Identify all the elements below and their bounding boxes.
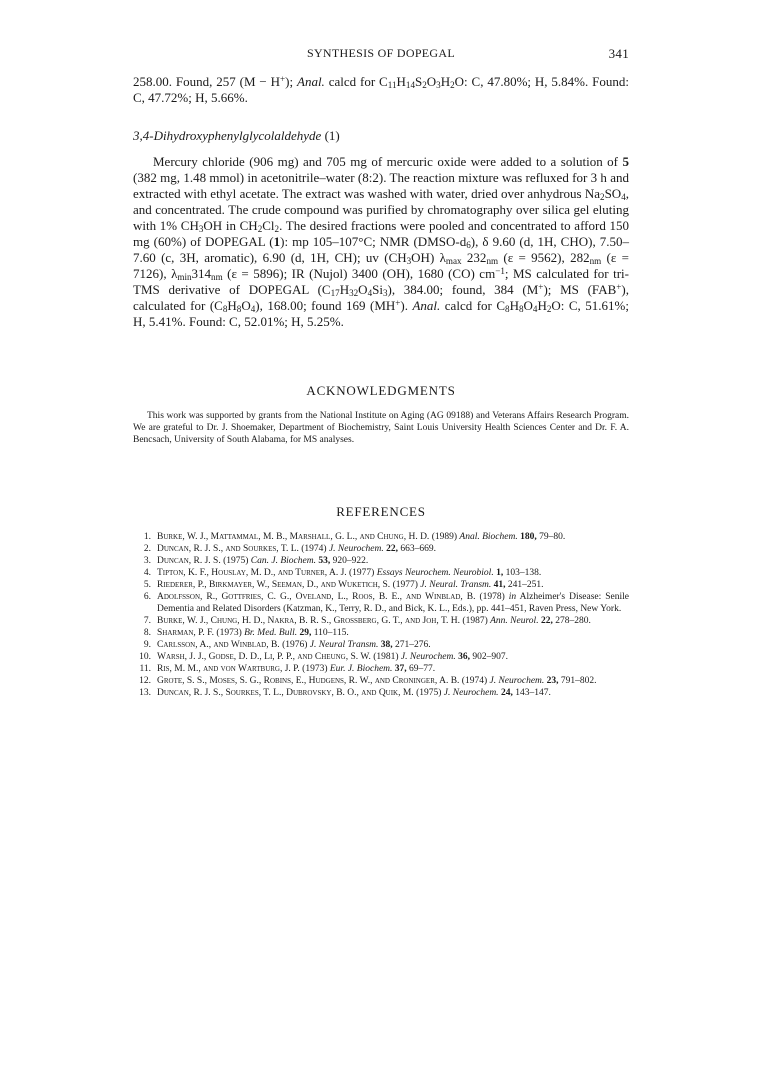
text-run: , and concentrated. The crude compound was purified by chromatography over silica gel eluting with 1% CH <box>133 186 629 233</box>
reference-text <box>157 639 629 651</box>
subscript: 4 <box>250 304 256 314</box>
reference-year: (1981) <box>370 652 401 662</box>
reference-pages: 103–138. <box>503 568 542 578</box>
subscript: 11 <box>387 80 397 90</box>
text-run: (382 mg, 1.48 mmol) in acetonitrile–water (8:2). The reaction mixture was refluxed for 3 h and extracted with ethyl acetate. The extract was washed with water, dried over anhydrous Na <box>133 170 629 201</box>
reference-authors: Riederer, P., Birkmayer, W., Seeman, D., and Wuketich, S. <box>157 580 391 590</box>
text-run: Si <box>372 282 383 297</box>
reference-text <box>157 663 629 675</box>
reference-journal: Anal. Biochem. <box>459 532 518 542</box>
text-run: H <box>440 74 451 89</box>
text-run: O: C, 51.61%; H, 5.41%. Found: C, 52.01%; H, 5.25%. <box>133 298 629 329</box>
superscript: + <box>616 282 622 292</box>
subscript: 2 <box>450 80 455 90</box>
reference-journal: J. Neural. Transm. <box>420 580 492 590</box>
subscript: nm <box>211 272 223 282</box>
text-run: O <box>241 298 251 313</box>
text-run: (ε = 7126), λ <box>133 250 630 281</box>
reference-year: (1978) <box>475 592 509 602</box>
reference-pages: 79–80. <box>536 532 566 542</box>
subscript: 3 <box>436 80 441 90</box>
reference-journal: Essays Neurochem. Neurobiol. <box>376 568 494 578</box>
text-run: ); MS (FAB <box>543 282 617 297</box>
reference-volume: 29, <box>299 628 312 638</box>
subscript: 8 <box>236 304 242 314</box>
reference-list <box>133 531 629 699</box>
superscript: + <box>538 282 544 292</box>
text-run: calcd for C <box>324 74 388 89</box>
page-number: 341 <box>608 46 629 61</box>
reference-year: (1989) <box>429 532 460 542</box>
reference-text <box>157 651 629 663</box>
reference-year: (1974) <box>459 676 490 686</box>
superscript: −1 <box>495 266 505 276</box>
reference-journal: J. Neurochem. <box>400 652 456 662</box>
references-heading: REFERENCES <box>336 504 426 519</box>
subscript: 3 <box>382 288 388 298</box>
text-run: ), δ 9.60 (d, 1H, CHO), 7.50–7.60 (c, 3H, aromatic), 6.90 (d, 1H, CH); uv (CH <box>133 234 629 265</box>
reference-number: 5. <box>143 580 151 590</box>
reference-authors: Sharman, P. F. <box>157 628 215 638</box>
reference-pages: 241–251. <box>505 580 544 590</box>
reference-volume: 22, <box>386 544 398 554</box>
text-run: OH) λ <box>411 250 446 265</box>
reference-number: 7. <box>143 616 151 626</box>
reference-item <box>133 555 629 567</box>
reference-number: 10. <box>139 652 151 662</box>
reference-text <box>157 543 629 555</box>
reference-pages: 143–147. <box>512 688 551 698</box>
text-run: ), calculated for (C <box>133 282 629 313</box>
reference-volume: 41, <box>493 580 506 590</box>
reference-item <box>133 567 629 579</box>
text-run: . The desired fractions were pooled and concentrated to afford 150 mg (60%) of DOPEGAL ( <box>133 218 629 249</box>
text-run: S <box>414 74 423 89</box>
reference-year: (1987) <box>460 616 491 626</box>
anal-label: Anal. <box>412 298 441 313</box>
reference-year: (1976) <box>279 640 310 650</box>
reference-volume: 23, <box>546 676 559 686</box>
procedure-paragraph <box>133 154 629 330</box>
reference-item <box>133 663 629 675</box>
reference-year: (1975) <box>413 688 444 698</box>
subscript: 2 <box>600 192 605 202</box>
reference-year: (1974) <box>298 544 329 554</box>
reference-journal: Br. Med. Bull. <box>244 628 298 638</box>
reference-number: 4. <box>143 568 151 578</box>
reference-number: 11. <box>139 664 151 674</box>
reference-text <box>157 675 629 687</box>
anal-label: Anal. <box>297 74 325 89</box>
subscript: 4 <box>621 192 626 202</box>
subscript: 17 <box>330 288 340 298</box>
reference-authors: Duncan, R. J. S., Sourkes, T. L., Dubrovsky, B. O., and Quik, M. <box>157 688 414 698</box>
text-run: Mercury chloride (906 mg) and 705 mg of mercuric oxide were added to a solution of <box>153 154 623 169</box>
reference-volume: 24, <box>500 688 513 698</box>
section-subheading <box>133 128 340 144</box>
text-run: O <box>358 282 368 297</box>
text-run: ), 168.00; found 169 (MH <box>255 298 396 313</box>
reference-pages: 663–669. <box>398 544 436 554</box>
reference-text <box>157 555 629 567</box>
reference-item <box>133 687 629 699</box>
reference-authors: Tipton, K. F., Houslay, M. D., and Turner, A. J. <box>157 568 347 578</box>
reference-authors: Duncan, R. J. S., and Sourkes, T. L. <box>157 544 299 554</box>
subscript: 8 <box>222 304 228 314</box>
text-run: H <box>509 298 519 313</box>
reference-item <box>133 639 629 651</box>
reference-year: (1975) <box>220 556 251 566</box>
acknowledgments-text: This work was supported by grants from the National Institute on Aging (AG 09188) and Veterans Affairs Research Program. We are grateful to Dr. J. Shoemaker, Department of Biochemistry, Saint Louis University Health Sciences Center and Dr. F. A. Bencsach, University of South Alabama, for MS analyses. <box>133 411 629 445</box>
reference-authors: Burke, W. J., Mattammal, M. B., Marshall, G. L., and Chung, H. D. <box>157 532 430 542</box>
text-run: OH in CH <box>203 218 258 233</box>
subscript: 2 <box>257 224 263 234</box>
reference-pages: 69–77. <box>406 664 436 674</box>
compound-ref: 1 <box>273 234 281 249</box>
reference-authors: Duncan, R. J. S. <box>157 556 221 566</box>
reference-number: 2. <box>143 544 151 554</box>
subscript: 4 <box>367 288 373 298</box>
subscript: 2 <box>546 304 552 314</box>
text-run: ): mp 105–107°C; NMR (DMSO-d <box>280 234 467 249</box>
reference-item <box>133 531 629 543</box>
reference-volume: 180, <box>520 532 537 542</box>
reference-item <box>133 591 629 615</box>
text-run: 314 <box>191 266 212 281</box>
reference-item <box>133 627 629 639</box>
reference-journal: Ann. Neurol. <box>490 616 539 626</box>
subscript: 3 <box>198 224 204 234</box>
reference-volume: 38, <box>380 640 393 650</box>
reference-text <box>157 579 629 591</box>
reference-number: 13. <box>139 688 151 698</box>
reference-year: (1973) <box>214 628 245 638</box>
reference-text <box>157 615 629 627</box>
reference-text <box>157 687 629 699</box>
reference-journal: in <box>508 592 517 602</box>
intro-paragraph <box>133 74 629 106</box>
text-run: O <box>426 74 437 89</box>
superscript: + <box>395 298 401 308</box>
subscript: 6 <box>466 240 471 250</box>
reference-journal: J. Neurochem. <box>328 544 384 554</box>
reference-pages: 110–115. <box>311 628 349 638</box>
reference-journal: J. Neurochem. <box>489 676 545 686</box>
text-run: H <box>339 282 350 297</box>
text-run: ). <box>400 298 413 313</box>
reference-number: 1. <box>143 532 151 542</box>
superscript: + <box>280 74 286 84</box>
subscript: nm <box>486 256 499 266</box>
reference-pages: 278–280. <box>552 616 591 626</box>
reference-number: 8. <box>143 628 151 638</box>
reference-number: 6. <box>143 592 151 602</box>
subscript: 8 <box>505 304 510 314</box>
reference-item <box>133 675 629 687</box>
reference-pages: Alzheimer's Disease: Senile Dementia and Related Disorders (Katzman, K., Terry, R. D., and Bick, K. L., Eds.), pp. 441–451, Raven Press, New York. <box>157 592 629 614</box>
running-title: SYNTHESIS OF DOPEGAL <box>306 46 455 60</box>
reference-number: 3. <box>143 556 151 566</box>
compound-name: 3,4-Dihydroxyphenylglycolaldehyde <box>133 128 322 143</box>
reference-year: (1973) <box>299 664 330 674</box>
subscript: max <box>445 256 462 266</box>
reference-volume: 22, <box>540 616 553 626</box>
text-run: H <box>396 74 406 89</box>
subscript: 2 <box>422 80 427 90</box>
text-run: O: C, 47.80%; H, 5.84%. Found: C, 47.72%; H, 5.66%. <box>133 74 629 105</box>
reference-volume: 1, <box>496 568 504 578</box>
subscript: 8 <box>518 304 524 314</box>
subscript: nm <box>589 256 602 266</box>
reference-year: (1977) <box>346 568 377 578</box>
reference-item <box>133 615 629 627</box>
subscript: 2 <box>274 224 280 234</box>
reference-number: 9. <box>143 640 151 650</box>
reference-text <box>157 531 629 543</box>
reference-number: 12. <box>139 676 151 686</box>
reference-journal: J. Neurochem. <box>443 688 499 698</box>
reference-volume: 36, <box>458 652 470 662</box>
subscript: 14 <box>405 80 415 90</box>
reference-authors: Ris, M. M., and von Wartburg, J. P. <box>157 664 300 674</box>
text-run: ; MS calculated for tri-TMS derivative of DOPEGAL (C <box>133 266 629 297</box>
compound-ref: 5 <box>622 154 629 169</box>
subscript: min <box>177 272 192 282</box>
reference-item <box>133 651 629 663</box>
text-run: (ε = 9562), 282 <box>498 250 590 265</box>
reference-text <box>157 567 629 579</box>
reference-pages: 920–922. <box>330 556 369 566</box>
reference-authors: Adolfsson, R., Gottfries, C. G., Oveland, L., Roos, B. E., and Winblad, B. <box>157 592 476 602</box>
text-run: ); <box>285 74 297 89</box>
text-run: H <box>227 298 237 313</box>
subscript: 32 <box>349 288 359 298</box>
reference-authors: Burke, W. J., Chung, H. D., Nakra, B. R. S., Grossberg, G. T., and Joh, T. H. <box>157 616 461 626</box>
reference-volume: 53, <box>318 556 331 566</box>
text-run: 232 <box>461 250 487 265</box>
reference-authors: Warsh, J. J., Godse, D. D., Li, P. P., and Cheung, S. W. <box>157 652 371 662</box>
reference-authors: Carlsson, A., and Winblad, B. <box>157 640 280 650</box>
reference-journal: Eur. J. Biochem. <box>329 664 393 674</box>
text-run: H <box>537 298 547 313</box>
subscript: 4 <box>532 304 538 314</box>
reference-pages: 902–907. <box>469 652 508 662</box>
reference-text <box>157 627 629 639</box>
text-run: (ε = 5896); IR (Nujol) 3400 (OH), 1680 (CO) cm <box>222 266 496 281</box>
acknowledgments-heading: ACKNOWLEDGMENTS <box>306 383 456 398</box>
reference-journal: J. Neural Transm. <box>309 640 379 650</box>
text-run: SO <box>604 186 622 201</box>
reference-journal: Can. J. Biochem. <box>250 556 316 566</box>
reference-item <box>133 543 629 555</box>
text-run: 258.00. Found, 257 (M − H <box>133 74 281 89</box>
reference-pages: 791–802. <box>558 676 597 686</box>
text-run: O <box>523 298 533 313</box>
reference-pages: 271–276. <box>392 640 431 650</box>
text-run: calcd for C <box>440 298 506 313</box>
reference-text <box>157 591 629 615</box>
subscript: 3 <box>406 256 412 266</box>
text-run: ), 384.00; found, 384 (M <box>387 282 539 297</box>
reference-item <box>133 579 629 591</box>
reference-year: (1977) <box>390 580 421 590</box>
reference-volume: 37, <box>394 664 407 674</box>
reference-authors: Grote, S. S., Moses, S. G., Robins, E., Hudgens, R. W., and Croninger, A. B. <box>157 676 460 686</box>
compound-number: (1) <box>324 128 340 143</box>
text-run: Cl <box>262 218 275 233</box>
